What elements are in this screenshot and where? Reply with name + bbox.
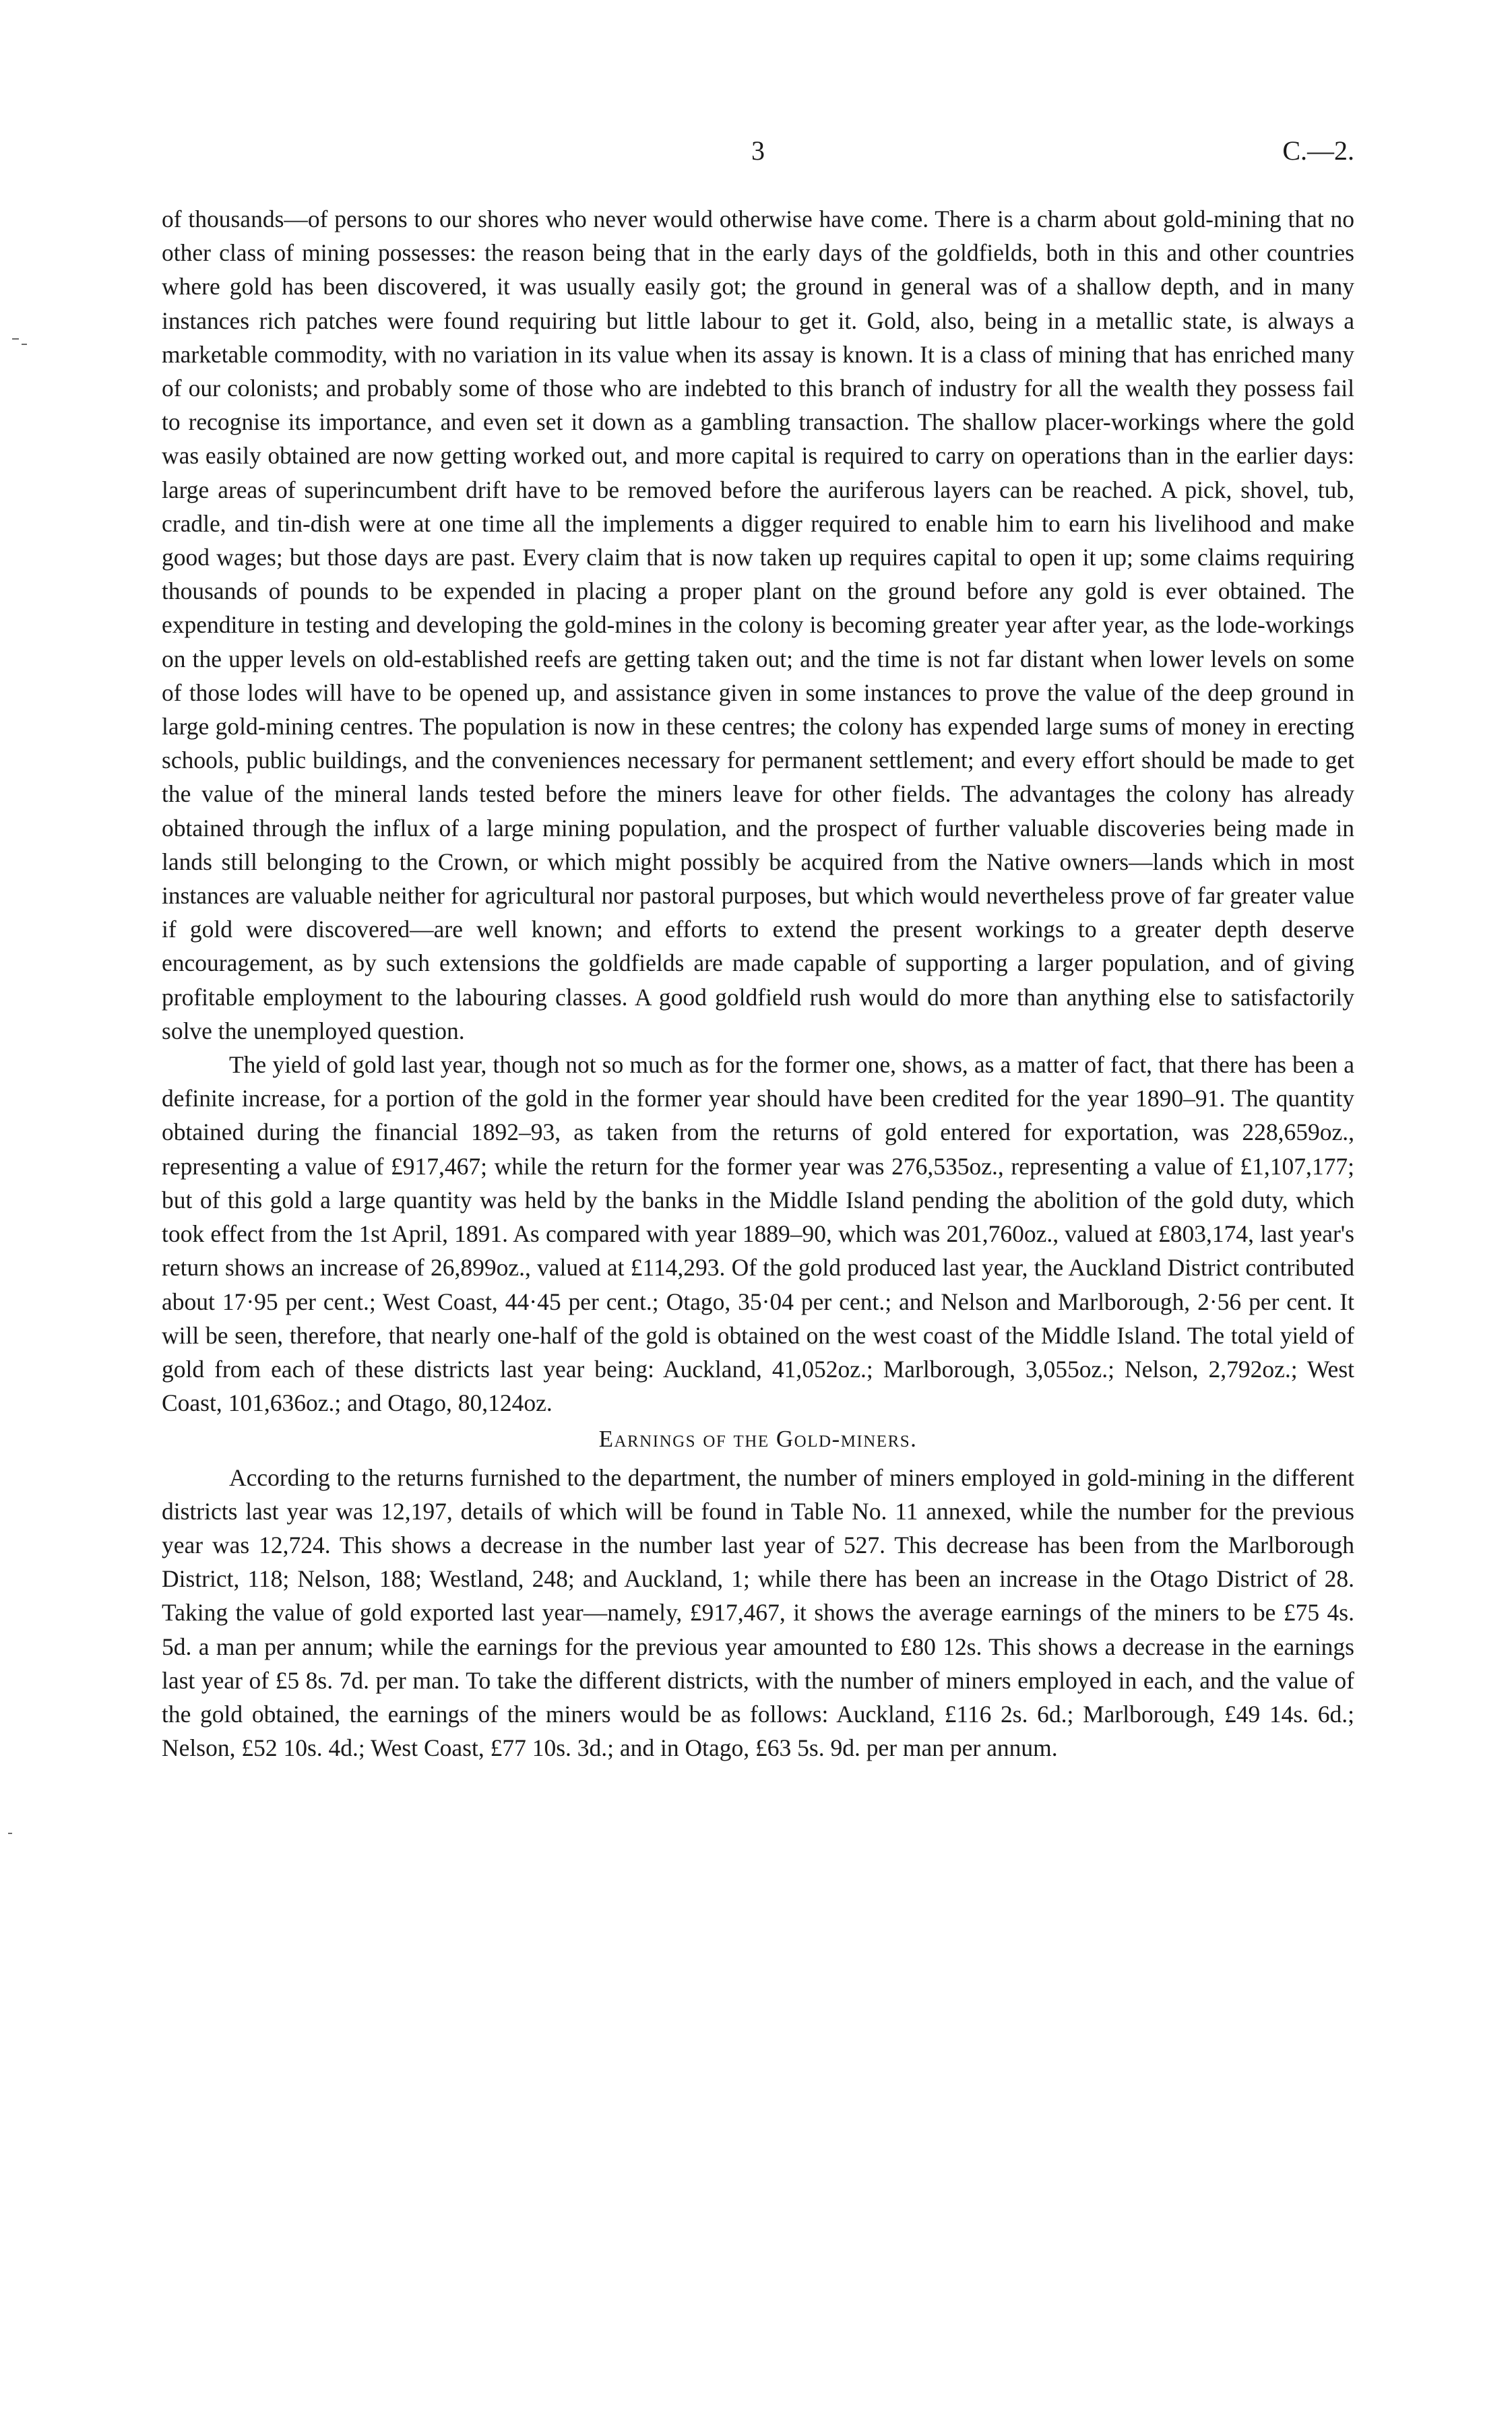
- document-reference: C.—2.: [1282, 135, 1354, 166]
- margin-mark: [8, 1833, 12, 1834]
- body-text: [162, 202, 1354, 1765]
- margin-mark: [12, 338, 19, 340]
- margin-mark: [22, 344, 27, 345]
- paragraph-miner-earnings: According to the returns furnished to the department, the number of miners employed in gold-mining in the different districts last year was 12,197, details of which will be found in Table No. 11 annexed, while the number for the previous year was 12,724. This shows a decrease in the number last year of 527. This decrease has been from the Marlborough District, 118; Nelson, 188; Westland, 248; and Auckland, 1; while there has been an increase in the Otago District of 28. Taking the value of gold exported last year—namely, £917,467, it shows the average earnings of the miners to be £75 4s. 5d. a man per annum; while the earnings for the previous year amounted to £80 12s. This shows a decrease in the earnings last year of £5 8s. 7d. per man. To take the different districts, with the number of miners employed in each, and the value of the gold obtained, the earnings of the miners would be as follows: Auckland, £116 2s. 6d.; Marlborough, £49 14s. 6d.; Nelson, £52 10s. 4d.; West Coast, £77 10s. 3d.; and in Otago, £63 5s. 9d. per man per annum.: [162, 1463, 1354, 1762]
- paragraph-gold-yield: The yield of gold last year, though not so much as for the former one, shows, as a matter of fact, that there has been a definite increase, for a portion of the gold in the former year should have been credited for the year 1890–91. The quantity obtained during the financial 1892–93, as taken from the returns of gold entered for exportation, was 228,659oz., representing a value of £917,467; while the return for the former year was 276,535oz., representing a value of £1,107,177; but of this gold a large quantity was held by the banks in the Middle Island pending the abolition of the gold duty, which took effect from the 1st April, 1891. As compared with year 1889–90, which was 201,760oz., valued at £803,174, last year's return shows an increase of 26,899oz., valued at £114,293. Of the gold produced last year, the Auckland District contributed about 17·95 per cent.; West Coast, 44·45 per cent.; Otago, 35·04 per cent.; and Nelson and Marlborough, 2·56 per cent. It will be seen, therefore, that nearly one-half of the gold is obtained on the west coast of the Middle Island. The total yield of gold from each of these districts last year being: Auckland, 41,052oz.; Marlborough, 3,055oz.; Nelson, 2,792oz.; West Coast, 101,636oz.; and Otago, 80,124oz.: [162, 1051, 1354, 1417]
- page-header: [162, 135, 1354, 175]
- section-heading: Earnings of the Gold-miners.: [598, 1426, 918, 1453]
- paragraph-continuation: of thousands—of persons to our shores who never would otherwise have come. There is a charm about gold-mining that no other class of mining possesses: the reason being that in the early days of the goldfields, both in this and other countries where gold has been discovered, it was usually easily got; the ground in general was of a shallow depth, and in many instances rich patches were found requiring but little labour to get it. Gold, also, being in a metallic state, is always a marketable commodity, with no variation in its value when its assay is known. It is a class of mining that has enriched many of our colonists; and probably some of those who are indebted to this branch of industry for all the wealth they possess fail to recognise its importance, and even set it down as a gambling transaction. The shallow placer-workings where the gold was easily obtained are now getting worked out, and more capital is required to carry on operations than in the earlier days: large areas of superincumbent drift have to be removed before the auriferous layers can be reached. A pick, shovel, tub, cradle, and tin-dish were at one time all the implements a digger required to enable him to earn his livelihood and make good wages; but those days are past. Every claim that is now taken up requires capital to open it up; some claims requiring thousands of pounds to be expended in placing a proper plant on the ground before any gold is ever obtained. The expenditure in testing and developing the gold-mines in the colony is becoming greater year after year, as the lode-workings on the upper levels on old-established reefs are getting taken out; and the time is not far distant when lower levels on some of those lodes will have to be opened up, and assistance given in some instances to prove the value of the deep ground in large gold-mining centres. The population is now in these centres; the colony has expended large sums of money in erecting schools, public buildings, and the conveniences necessary for permanent settlement; and every effort should be made to get the value of the mineral lands tested before the miners leave for other fields. The advantages the colony has already obtained through the influx of a large mining population, and the prospect of further valuable discoveries being made in lands still belonging to the Crown, or which might possibly be acquired from the Native owners—lands which in most instances are valuable neither for agricultural nor pastoral purposes, but which would nevertheless prove of far greater value if gold were discovered—are well known; and efforts to extend the present workings to a greater depth deserve encouragement, as by such extensions the goldfields are made capable of supporting a larger population, and of giving profitable employment to the labouring classes. A good goldfield rush would do more than anything else to satisfactorily solve the unemployed question.: [162, 206, 1354, 1044]
- page-number: 3: [751, 135, 765, 166]
